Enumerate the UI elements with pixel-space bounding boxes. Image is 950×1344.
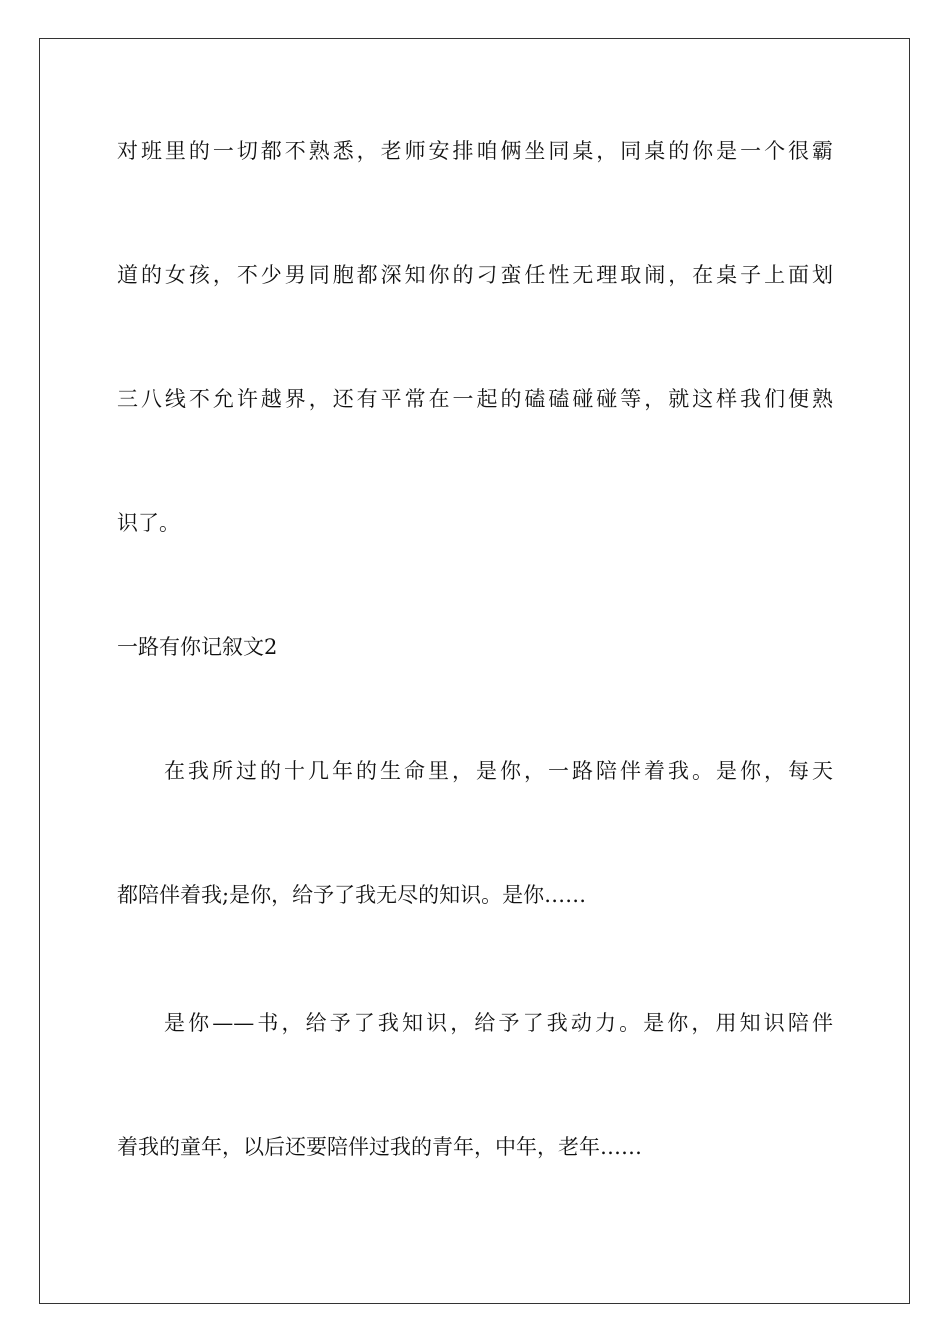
paragraph-3-line-2: 着我的童年，以后还要陪伴过我的青年，中年，老年…… bbox=[117, 1135, 642, 1159]
paragraph-3-line-1: 是你——书，给予了我知识，给予了我动力。是你，用知识陪伴 bbox=[164, 1011, 833, 1035]
paragraph-2-line-1: 在我所过的十几年的生命里，是你，一路陪伴着我。是你，每天 bbox=[164, 759, 833, 783]
paragraph-2-line-2: 都陪伴着我;是你，给予了我无尽的知识。是你…… bbox=[117, 883, 587, 907]
paragraph-1-line-4: 识了。 bbox=[117, 511, 180, 535]
paragraph-1-line-2: 道的女孩，不少男同胞都深知你的刁蛮任性无理取闹，在桌子上面划 bbox=[117, 263, 833, 287]
paragraph-1-line-3: 三八线不允许越界，还有平常在一起的磕磕碰碰等，就这样我们便熟 bbox=[117, 387, 833, 411]
section-heading: 一路有你记叙文2 bbox=[117, 635, 278, 659]
page-border bbox=[39, 38, 910, 1304]
paragraph-1-line-1: 对班里的一切都不熟悉，老师安排咱俩坐同桌，同桌的你是一个很霸 bbox=[117, 139, 833, 163]
